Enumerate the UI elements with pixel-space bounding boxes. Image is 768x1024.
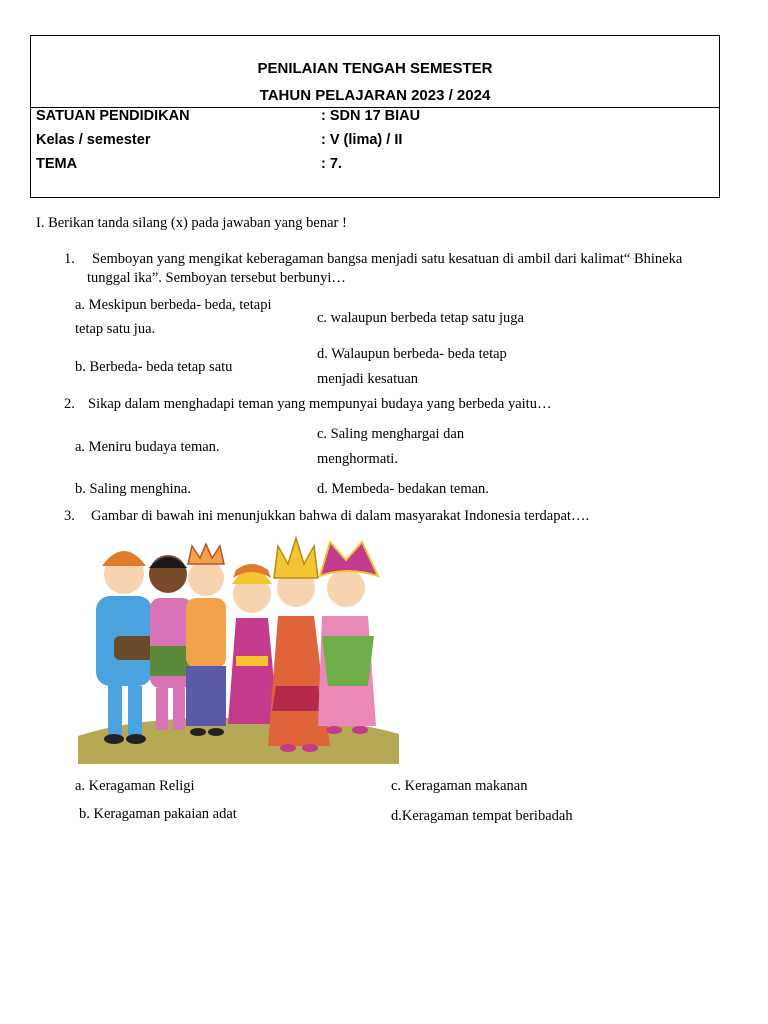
q2-option-c-cont: menghormati.	[317, 451, 398, 467]
q2-option-a[interactable]: a. Meniru budaya teman.	[75, 439, 220, 455]
child-orange-outfit	[186, 544, 226, 736]
question-3-text: Gambar di bawah ini menunjukkan bahwa di dalam masyarakat Indonesia terdapat….	[91, 508, 590, 524]
info-value-school: : SDN 17 BIAU	[321, 108, 421, 124]
child-blue-outfit	[96, 551, 154, 744]
q1-option-b[interactable]: b. Berbeda- beda tetap satu	[75, 359, 233, 375]
info-label-school: SATUAN PENDIDIKAN	[36, 108, 190, 124]
q1-option-a[interactable]: a. Meskipun berbeda- beda, tetapi	[75, 297, 272, 313]
academic-year: TAHUN PELAJARAN 2023 / 2024	[259, 87, 491, 104]
question-2-text: Sikap dalam menghadapi teman yang mempunyai budaya yang berbeda yaitu…	[88, 396, 552, 412]
q1-option-d[interactable]: d. Walaupun berbeda- beda tetap	[317, 346, 507, 362]
question-1-text: Semboyan yang mengikat keberagaman bangsa menjadi satu kesatuan di ambil dari kalimat“ Bhineka	[92, 251, 683, 267]
q2-option-b[interactable]: b. Saling menghina.	[75, 481, 191, 497]
children-traditional-clothing-illustration	[78, 536, 399, 764]
q1-option-c[interactable]: c. walaupun berbeda tetap satu juga	[317, 310, 524, 326]
instruction: I. Berikan tanda silang (x) pada jawaban yang benar !	[36, 215, 347, 231]
info-label-theme: TEMA	[36, 156, 78, 172]
question-1-number: 1.	[64, 251, 75, 267]
info-label-class: Kelas / semester	[36, 132, 151, 148]
exam-title: PENILAIAN TENGAH SEMESTER	[257, 60, 493, 77]
info-value-class: : V (lima) / II	[321, 132, 403, 148]
q3-option-c[interactable]: c. Keragaman makanan	[391, 778, 528, 794]
q2-option-d[interactable]: d. Membeda- bedakan teman.	[317, 481, 489, 497]
info-value-theme: : 7.	[321, 156, 342, 172]
q3-option-b[interactable]: b. Keragaman pakaian adat	[79, 806, 237, 822]
q3-option-a[interactable]: a. Keragaman Religi	[75, 778, 195, 794]
child-magenta-dress	[228, 564, 278, 724]
child-pink-outfit	[149, 555, 192, 730]
question-3-number: 3.	[64, 508, 75, 524]
question-1-text-cont: tunggal ika”. Semboyan tersebut berbunyi…	[87, 270, 346, 286]
q1-option-d-cont: menjadi kesatuan	[317, 371, 419, 387]
question-2-number: 2.	[64, 396, 75, 412]
q3-option-d[interactable]: d.Keragaman tempat beribadah	[391, 808, 573, 824]
q2-option-c[interactable]: c. Saling menghargai dan	[317, 426, 465, 442]
q1-option-a-cont: tetap satu jua.	[75, 321, 156, 337]
child-minang-dress	[318, 542, 378, 734]
